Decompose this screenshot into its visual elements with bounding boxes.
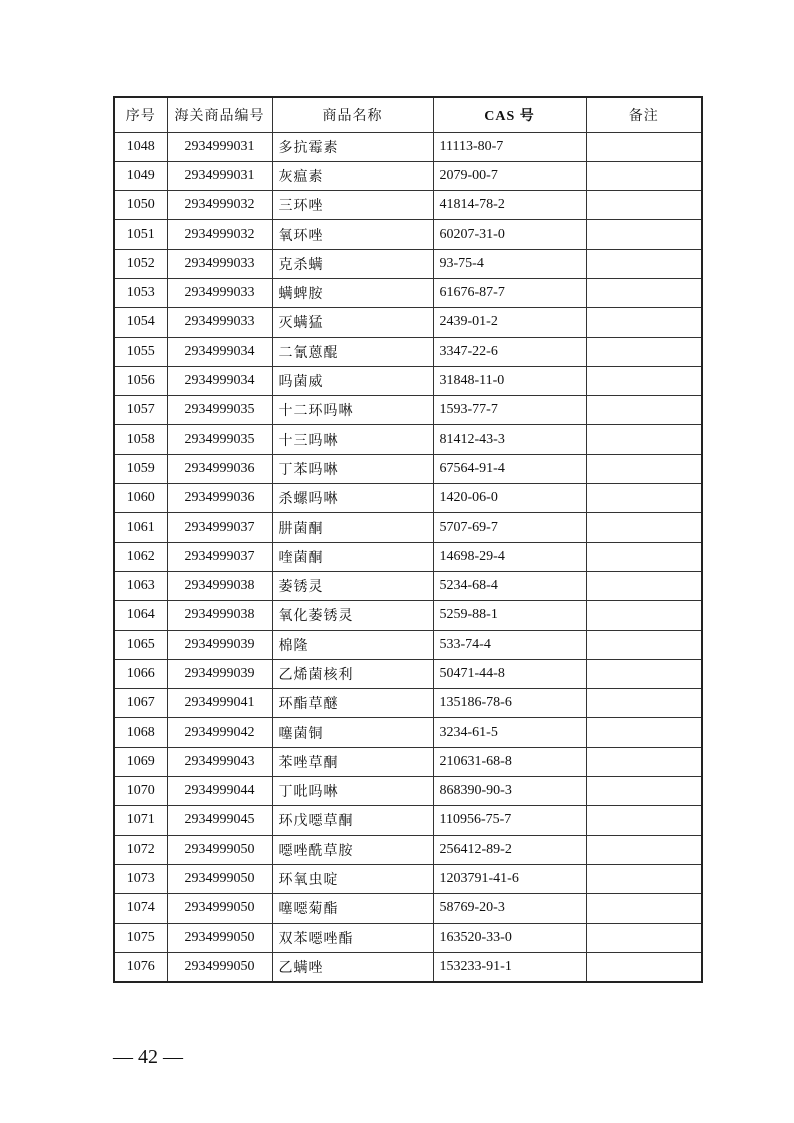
cell-remarks	[586, 601, 702, 630]
cell-product-name: 丁苯吗啉	[272, 454, 433, 483]
cell-product-name: 三环唑	[272, 191, 433, 220]
cell-seq: 1074	[114, 894, 167, 923]
cell-seq: 1061	[114, 513, 167, 542]
cell-product-name: 灰瘟素	[272, 161, 433, 190]
cell-cas-number: 61676-87-7	[433, 278, 586, 307]
cell-product-name: 棉隆	[272, 630, 433, 659]
cell-remarks	[586, 191, 702, 220]
cell-seq: 1052	[114, 249, 167, 278]
cell-customs-code: 2934999031	[167, 132, 272, 161]
cell-product-name: 克杀螨	[272, 249, 433, 278]
cell-product-name: 氧化萎锈灵	[272, 601, 433, 630]
cell-remarks	[586, 806, 702, 835]
cell-product-name: 喹菌酮	[272, 542, 433, 571]
cell-cas-number: 60207-31-0	[433, 220, 586, 249]
cell-seq: 1056	[114, 366, 167, 395]
cell-customs-code: 2934999033	[167, 278, 272, 307]
cell-cas-number: 67564-91-4	[433, 454, 586, 483]
cell-remarks	[586, 278, 702, 307]
cell-remarks	[586, 396, 702, 425]
cell-cas-number: 5707-69-7	[433, 513, 586, 542]
cell-product-name: 萎锈灵	[272, 571, 433, 600]
table-row	[114, 894, 702, 923]
cell-remarks	[586, 337, 702, 366]
cell-cas-number: 1420-06-0	[433, 484, 586, 513]
cell-cas-number: 5259-88-1	[433, 601, 586, 630]
table-row	[114, 191, 702, 220]
cell-customs-code: 2934999037	[167, 513, 272, 542]
cell-remarks	[586, 659, 702, 688]
table-row	[114, 835, 702, 864]
cell-customs-code: 2934999032	[167, 191, 272, 220]
table-row	[114, 396, 702, 425]
cell-seq: 1072	[114, 835, 167, 864]
cell-remarks	[586, 923, 702, 952]
header-cas-number: CAS 号	[433, 97, 586, 132]
cell-cas-number: 31848-11-0	[433, 366, 586, 395]
cell-remarks	[586, 542, 702, 571]
cell-remarks	[586, 454, 702, 483]
cell-seq: 1065	[114, 630, 167, 659]
cell-customs-code: 2934999032	[167, 220, 272, 249]
cell-cas-number: 868390-90-3	[433, 777, 586, 806]
cell-product-name: 十二环吗啉	[272, 396, 433, 425]
cell-remarks	[586, 308, 702, 337]
cell-seq: 1062	[114, 542, 167, 571]
cell-seq: 1073	[114, 864, 167, 893]
header-seq: 序号	[114, 97, 167, 132]
cell-product-name: 灭螨猛	[272, 308, 433, 337]
cell-product-name: 丁吡吗啉	[272, 777, 433, 806]
cell-seq: 1067	[114, 689, 167, 718]
cell-seq: 1069	[114, 747, 167, 776]
cell-product-name: 螨蜱胺	[272, 278, 433, 307]
table-row	[114, 630, 702, 659]
page-number: — 42 —	[113, 1046, 183, 1068]
cell-customs-code: 2934999033	[167, 308, 272, 337]
table-row	[114, 571, 702, 600]
cell-customs-code: 2934999050	[167, 923, 272, 952]
table-row	[114, 777, 702, 806]
cell-remarks	[586, 132, 702, 161]
cell-customs-code: 2934999033	[167, 249, 272, 278]
cell-product-name: 十三吗啉	[272, 425, 433, 454]
cell-cas-number: 5234-68-4	[433, 571, 586, 600]
table-row	[114, 806, 702, 835]
cell-seq: 1071	[114, 806, 167, 835]
cell-remarks	[586, 425, 702, 454]
cell-customs-code: 2934999050	[167, 952, 272, 981]
table-row	[114, 337, 702, 366]
cell-seq: 1068	[114, 718, 167, 747]
cell-product-name: 二氰蒽醌	[272, 337, 433, 366]
cell-customs-code: 2934999042	[167, 718, 272, 747]
cell-cas-number: 93-75-4	[433, 249, 586, 278]
cell-seq: 1057	[114, 396, 167, 425]
cell-remarks	[586, 630, 702, 659]
cell-product-name: 多抗霉素	[272, 132, 433, 161]
cell-remarks	[586, 220, 702, 249]
cell-customs-code: 2934999039	[167, 630, 272, 659]
cell-seq: 1060	[114, 484, 167, 513]
cell-customs-code: 2934999036	[167, 484, 272, 513]
cell-seq: 1053	[114, 278, 167, 307]
cell-seq: 1050	[114, 191, 167, 220]
cell-seq: 1051	[114, 220, 167, 249]
table-row	[114, 308, 702, 337]
cell-cas-number: 110956-75-7	[433, 806, 586, 835]
cell-seq: 1075	[114, 923, 167, 952]
cell-product-name: 噻噁菊酯	[272, 894, 433, 923]
cell-customs-code: 2934999031	[167, 161, 272, 190]
cell-customs-code: 2934999034	[167, 366, 272, 395]
cell-cas-number: 1593-77-7	[433, 396, 586, 425]
header-product-name: 商品名称	[272, 97, 433, 132]
cell-cas-number: 533-74-4	[433, 630, 586, 659]
header-customs-code: 海关商品编号	[167, 97, 272, 132]
cell-seq: 1059	[114, 454, 167, 483]
cell-customs-code: 2934999044	[167, 777, 272, 806]
cell-seq: 1066	[114, 659, 167, 688]
table-row	[114, 220, 702, 249]
table-row	[114, 161, 702, 190]
cell-customs-code: 2934999041	[167, 689, 272, 718]
cell-cas-number: 163520-33-0	[433, 923, 586, 952]
cell-cas-number: 14698-29-4	[433, 542, 586, 571]
cell-product-name: 环酯草醚	[272, 689, 433, 718]
cell-cas-number: 1203791-41-6	[433, 864, 586, 893]
cell-cas-number: 3347-22-6	[433, 337, 586, 366]
table-row	[114, 542, 702, 571]
cell-customs-code: 2934999037	[167, 542, 272, 571]
cell-cas-number: 135186-78-6	[433, 689, 586, 718]
cell-seq: 1076	[114, 952, 167, 981]
cell-cas-number: 58769-20-3	[433, 894, 586, 923]
cell-remarks	[586, 513, 702, 542]
goods-table	[113, 96, 703, 983]
cell-product-name: 乙烯菌核利	[272, 659, 433, 688]
cell-seq: 1054	[114, 308, 167, 337]
cell-remarks	[586, 952, 702, 981]
cell-customs-code: 2934999035	[167, 425, 272, 454]
cell-seq: 1058	[114, 425, 167, 454]
cell-cas-number: 210631-68-8	[433, 747, 586, 776]
cell-product-name: 肼菌酮	[272, 513, 433, 542]
cell-product-name: 双苯噁唑酯	[272, 923, 433, 952]
cell-remarks	[586, 777, 702, 806]
cell-remarks	[586, 747, 702, 776]
cell-product-name: 环氧虫啶	[272, 864, 433, 893]
cell-cas-number: 153233-91-1	[433, 952, 586, 981]
cell-remarks	[586, 689, 702, 718]
cell-remarks	[586, 718, 702, 747]
cell-cas-number: 3234-61-5	[433, 718, 586, 747]
cell-cas-number: 41814-78-2	[433, 191, 586, 220]
table-row	[114, 425, 702, 454]
cell-customs-code: 2934999045	[167, 806, 272, 835]
cell-cas-number: 2439-01-2	[433, 308, 586, 337]
cell-seq: 1049	[114, 161, 167, 190]
cell-customs-code: 2934999043	[167, 747, 272, 776]
cell-cas-number: 50471-44-8	[433, 659, 586, 688]
cell-product-name: 氧环唑	[272, 220, 433, 249]
cell-customs-code: 2934999035	[167, 396, 272, 425]
cell-remarks	[586, 864, 702, 893]
cell-seq: 1048	[114, 132, 167, 161]
table-row	[114, 513, 702, 542]
cell-seq: 1055	[114, 337, 167, 366]
table-row	[114, 718, 702, 747]
table-row	[114, 132, 702, 161]
table-row	[114, 923, 702, 952]
cell-customs-code: 2934999038	[167, 571, 272, 600]
cell-customs-code: 2934999039	[167, 659, 272, 688]
table-header-row	[114, 97, 702, 132]
cell-product-name: 苯唑草酮	[272, 747, 433, 776]
cell-cas-number: 81412-43-3	[433, 425, 586, 454]
cell-cas-number: 256412-89-2	[433, 835, 586, 864]
cell-customs-code: 2934999050	[167, 864, 272, 893]
cell-remarks	[586, 484, 702, 513]
table-row	[114, 601, 702, 630]
cell-product-name: 乙螨唑	[272, 952, 433, 981]
cell-product-name: 杀螺吗啉	[272, 484, 433, 513]
cell-remarks	[586, 161, 702, 190]
cell-customs-code: 2934999050	[167, 835, 272, 864]
table-row	[114, 689, 702, 718]
cell-cas-number: 2079-00-7	[433, 161, 586, 190]
cell-cas-number: 11113-80-7	[433, 132, 586, 161]
table-row	[114, 864, 702, 893]
cell-product-name: 噁唑酰草胺	[272, 835, 433, 864]
cell-product-name: 环戊噁草酮	[272, 806, 433, 835]
table-row	[114, 952, 702, 981]
cell-remarks	[586, 571, 702, 600]
cell-product-name: 噻菌铜	[272, 718, 433, 747]
cell-customs-code: 2934999036	[167, 454, 272, 483]
table-row	[114, 366, 702, 395]
table-row	[114, 747, 702, 776]
cell-seq: 1070	[114, 777, 167, 806]
table-row	[114, 659, 702, 688]
header-remarks: 备注	[586, 97, 702, 132]
cell-seq: 1064	[114, 601, 167, 630]
cell-customs-code: 2934999050	[167, 894, 272, 923]
cell-remarks	[586, 249, 702, 278]
cell-customs-code: 2934999034	[167, 337, 272, 366]
table-row	[114, 249, 702, 278]
table-row	[114, 278, 702, 307]
table-row	[114, 454, 702, 483]
cell-remarks	[586, 835, 702, 864]
cell-customs-code: 2934999038	[167, 601, 272, 630]
cell-remarks	[586, 366, 702, 395]
cell-remarks	[586, 894, 702, 923]
cell-seq: 1063	[114, 571, 167, 600]
table-row	[114, 484, 702, 513]
table-body	[114, 132, 702, 982]
cell-product-name: 吗菌威	[272, 366, 433, 395]
